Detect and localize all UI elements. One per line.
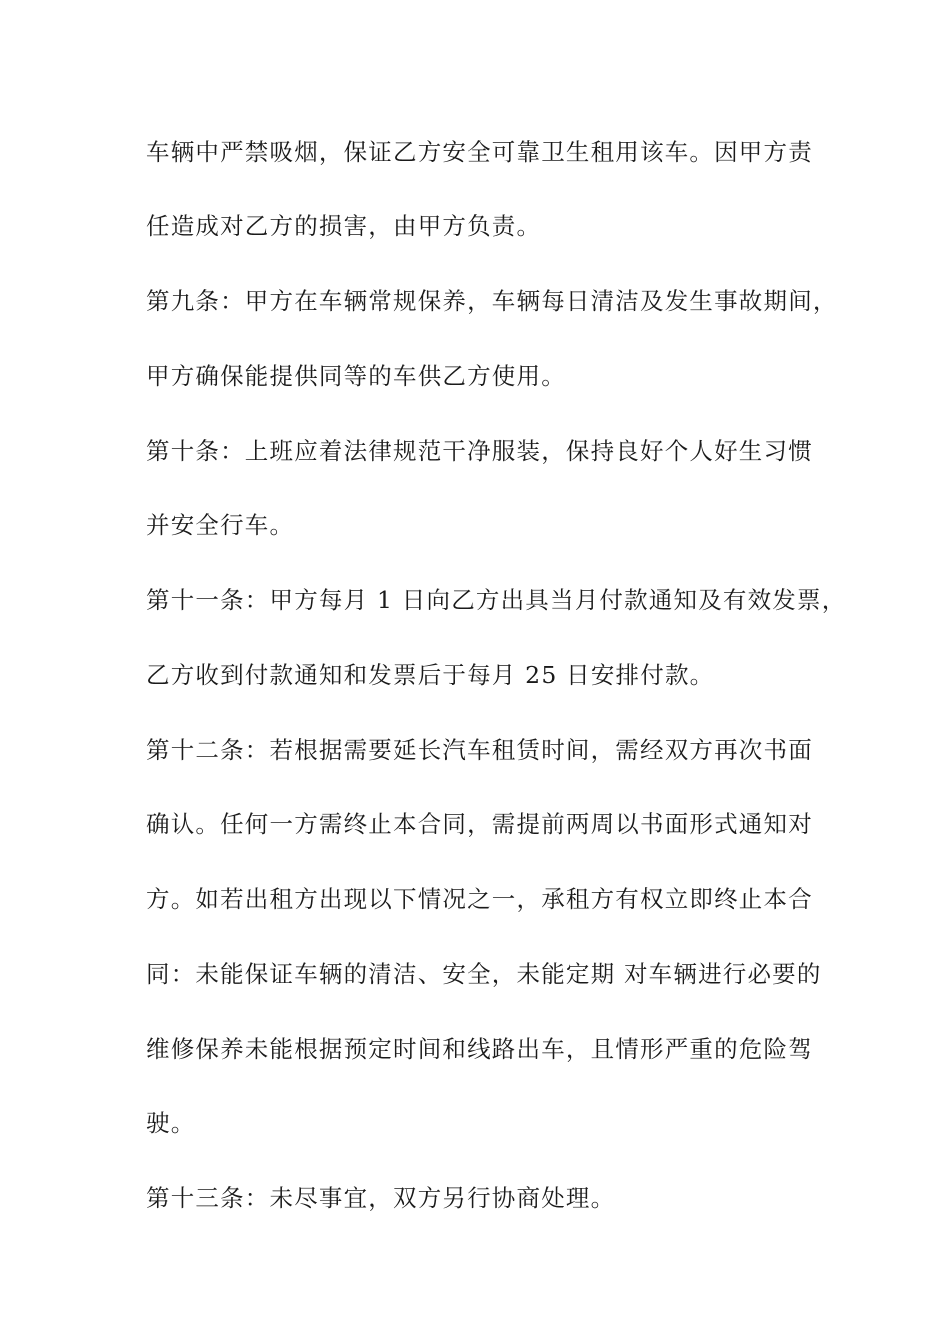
- text-line: 甲方确保能提供同等的车供乙方使用。: [146, 362, 566, 390]
- text-line: 任造成对乙方的损害，由甲方负责。: [146, 212, 542, 240]
- text-line: 车辆中严禁吸烟，保证乙方安全可靠卫生租用该车。因甲方责: [146, 138, 813, 166]
- article-9-line: 第九条：甲方在车辆常规保养，车辆每日清洁及发生事故期间，: [146, 287, 838, 315]
- text-line: 驶。: [146, 1109, 196, 1137]
- text-line: 确认。任何一方需终止本合同，需提前两周以书面形式通知对: [146, 810, 813, 838]
- text-line: 方。如若出租方出现以下情况之一，承租方有权立即终止本合: [146, 885, 813, 913]
- text-line: 并安全行车。: [146, 511, 295, 539]
- article-12-line: 第十二条：若根据需要延长汽车租赁时间，需经双方再次书面: [146, 736, 813, 764]
- article-10-line: 第十条：上班应着法律规范干净服装，保持良好个人好生习惯: [146, 437, 813, 465]
- text-line: 乙方收到付款通知和发票后于每月 25 日安排付款。: [146, 661, 715, 689]
- article-13-line: 第十三条：未尽事宜，双方另行协商处理。: [146, 1184, 616, 1212]
- article-11-line: 第十一条：甲方每月 1 日向乙方出具当月付款通知及有效发票，: [146, 586, 847, 614]
- text-line: 同：未能保证车辆的清洁、安全，未能定期 对车辆进行必要的: [146, 960, 822, 988]
- text-line: 维修保养未能根据预定时间和线路出车，且情形严重的危险驾: [146, 1035, 813, 1063]
